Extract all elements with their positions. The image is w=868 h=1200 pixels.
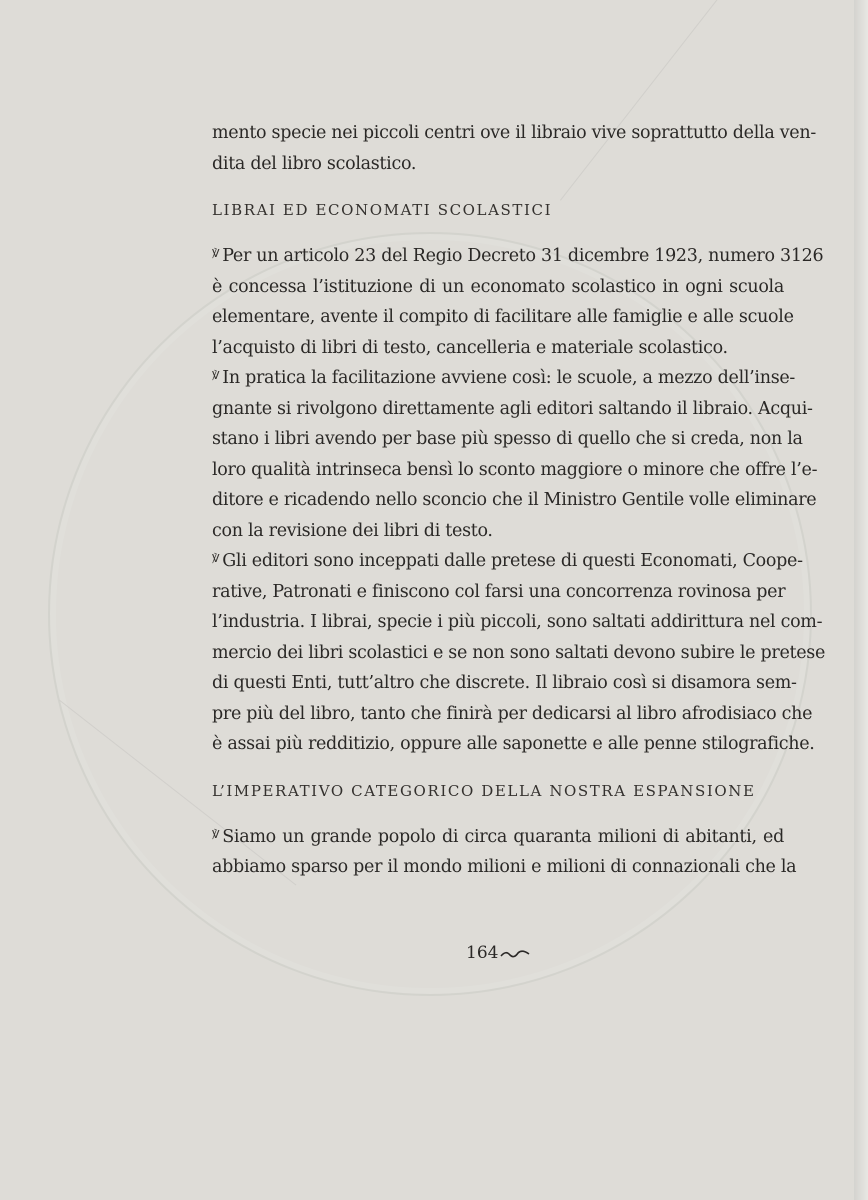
text-line: è concessa l’istituzione di un economato scolastico in ogni scuola bbox=[212, 276, 784, 297]
text-line: l’industria. I librai, specie i più piccoli, sono saltati addirittura nel com- bbox=[212, 612, 823, 632]
versicle-mark-icon: ℣ bbox=[212, 247, 220, 260]
text-line: ℣ Gli editori sono inceppati dalle pretese di questi Economati, Coope- bbox=[212, 546, 784, 577]
text-line: è assai più redditizio, oppure alle saponette e alle penne stilografiche. bbox=[212, 734, 815, 754]
page-number-text: 164 bbox=[466, 943, 499, 963]
text-line: abbiamo sparso per il mondo milioni e milioni di connazionali che la bbox=[212, 857, 797, 877]
versicle-mark-icon: ℣ bbox=[212, 552, 220, 565]
text-line: dita del libro scolastico. bbox=[212, 153, 417, 174]
text-line: con la revisione dei libri di testo. bbox=[212, 520, 493, 541]
page-edge-shadow bbox=[854, 0, 868, 1200]
text-line: loro qualità intrinseca bensì lo sconto maggiore o minore che offre l’e- bbox=[212, 459, 818, 480]
text-line: elementare, avente il compito di facilitare alle famiglie e alle scuole bbox=[212, 307, 794, 327]
flourish-icon bbox=[500, 949, 530, 959]
text-line: ℣ In pratica la facilitazione avviene così: le scuole, a mezzo dell’inse- bbox=[212, 363, 784, 394]
text-line: pre più del libro, tanto che finirà per dedicarsi al libro afrodisiaco che bbox=[212, 703, 813, 724]
text-line: ditore e ricadendo nello sconcio che il Ministro Gentile volle eliminare bbox=[212, 490, 817, 510]
page-number bbox=[466, 943, 530, 963]
section-heading: LIBRAI ED ECONOMATI SCOLASTICI bbox=[212, 201, 553, 219]
text-line: ℣ Per un articolo 23 del Regio Decreto 31 dicembre 1923, numero 3126 bbox=[212, 241, 784, 272]
text-line: di questi Enti, tutt’altro che discrete. Il libraio così si disamora sem- bbox=[212, 673, 797, 693]
text-line: mercio dei libri scolastici e se non sono saltati devono subire le pretese bbox=[212, 642, 826, 663]
text-line: gnante si rivolgono direttamente agli editori saltando il libraio. Acqui- bbox=[212, 398, 813, 419]
text-line: mento specie nei piccoli centri ove il libraio vive soprattutto della ven- bbox=[212, 123, 816, 143]
text-line: ℣ Siamo un grande popolo di circa quaranta milioni di abitanti, ed bbox=[212, 822, 784, 853]
versicle-mark-icon: ℣ bbox=[212, 369, 220, 382]
section-heading: L’IMPERATIVO CATEGORICO DELLA NOSTRA ESPANSIONE bbox=[212, 781, 756, 800]
text-line: l’acquisto di libri di testo, cancelleria e materiale scolastico. bbox=[212, 337, 728, 358]
text-line: rative, Patronati e finiscono col farsi una concorrenza rovinosa per bbox=[212, 581, 786, 602]
versicle-mark-icon: ℣ bbox=[212, 827, 220, 841]
page-text-block bbox=[212, 118, 826, 883]
text-line: stano i libri avendo per base più spesso di quello che si creda, non la bbox=[212, 429, 803, 449]
